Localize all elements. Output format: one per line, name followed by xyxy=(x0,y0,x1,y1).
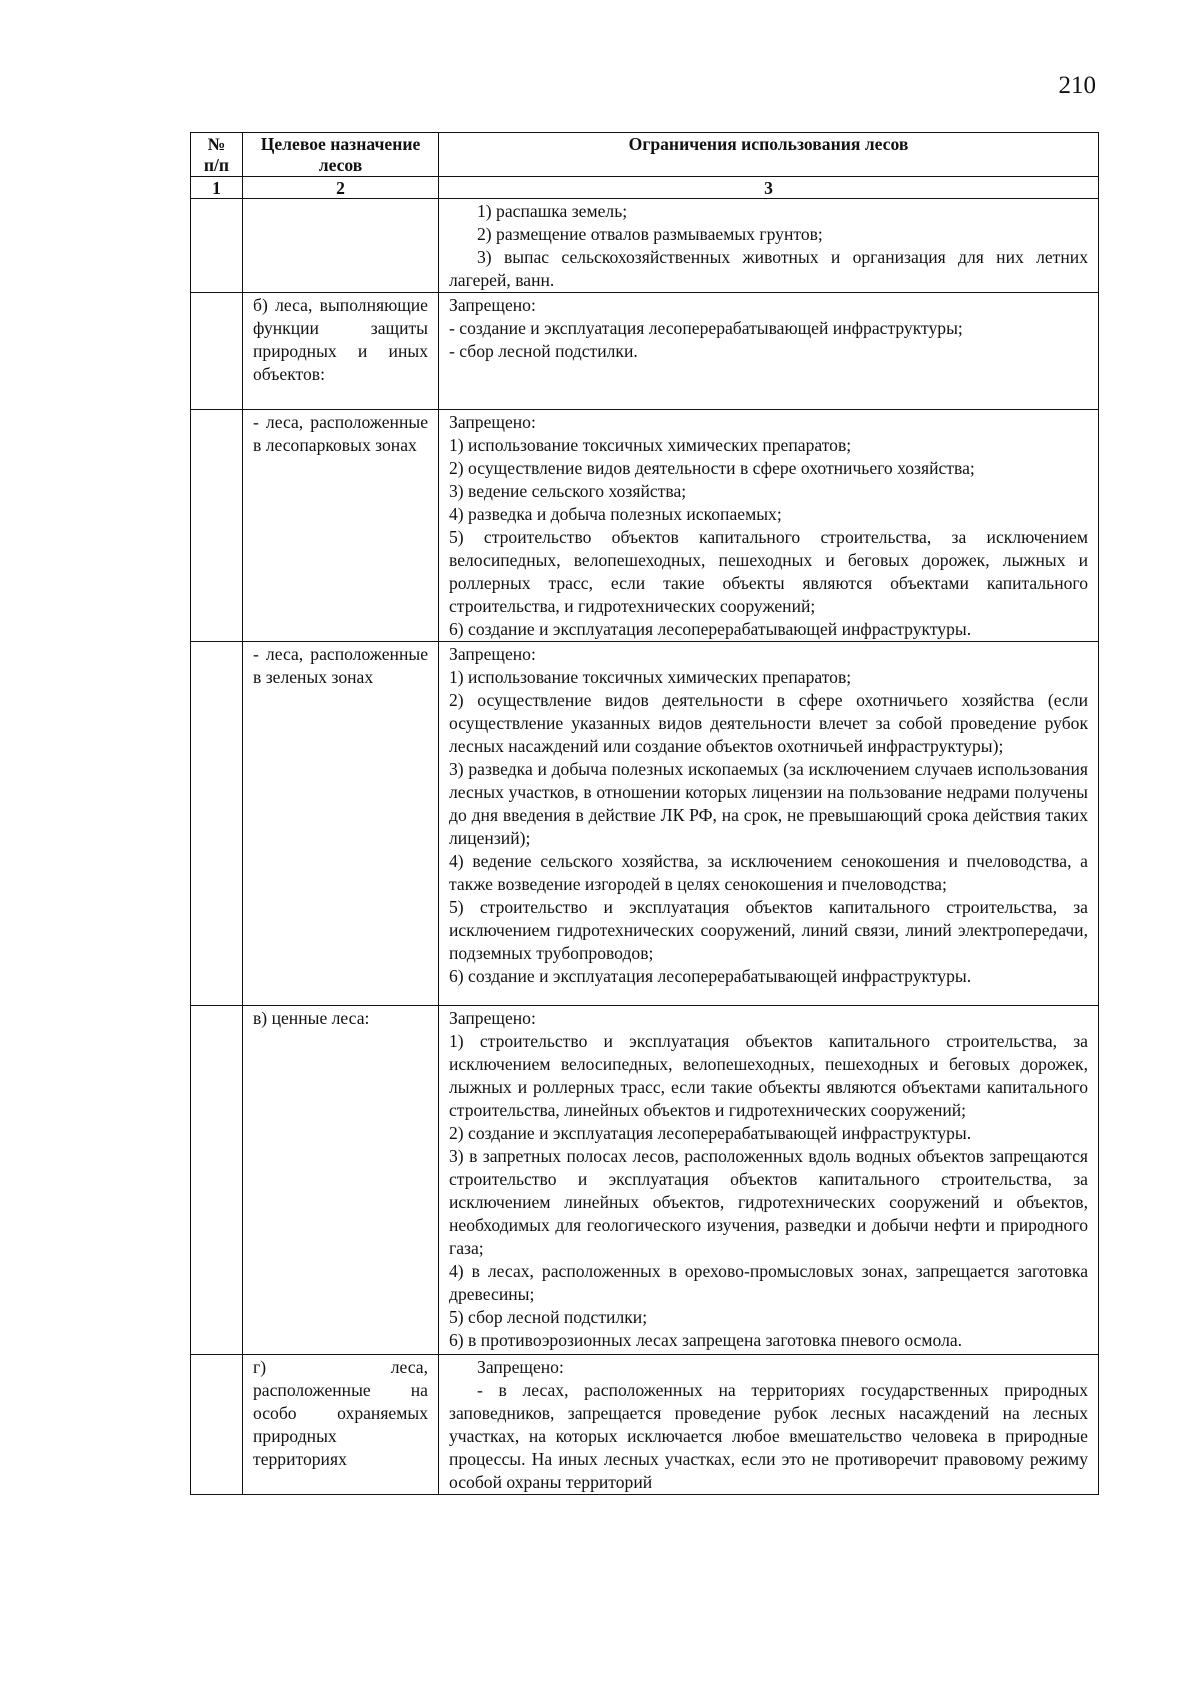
restriction-line: Запрещено: xyxy=(449,412,536,432)
header-purpose: Целевое назначение лесов xyxy=(243,133,439,177)
restriction-line: 6) создание и эксплуатация лесоперерабатывающей инфраструктуры. xyxy=(449,619,972,639)
table-header-row xyxy=(191,133,1099,177)
row-number-cell xyxy=(191,1006,243,1355)
restriction-line: Запрещено: xyxy=(449,1008,536,1028)
restrictions-cell xyxy=(439,199,1099,293)
restrictions-cell xyxy=(439,642,1099,1006)
restrictions-cell xyxy=(439,1355,1099,1495)
restriction-line: 3) ведение сельского хозяйства; xyxy=(449,481,687,501)
restriction-line: Запрещено: xyxy=(449,295,536,315)
column-number-2: 2 xyxy=(243,177,439,199)
purpose-cell: б) леса, выполняющие функции защиты природных и иных объектов: xyxy=(243,293,439,410)
restriction-line: 4) разведка и добыча полезных ископаемых; xyxy=(449,504,782,524)
purpose-cell: - леса, расположенные в зеленых зонах xyxy=(243,642,439,1006)
row-number-cell xyxy=(191,410,243,642)
restriction-line: - создание и эксплуатация лесоперерабатывающей инфраструктуры; xyxy=(449,318,963,338)
page-number: 210 xyxy=(1058,72,1096,99)
row-number-cell xyxy=(191,199,243,293)
column-number-row xyxy=(191,177,1099,199)
restriction-line: 3) разведка и добыча полезных ископаемых (за исключением случаев использования лесных участков, в отношении которых лицензии на пользование недрами получены до дня введения в действие ЛК РФ, на срок, не превышающий срока действия таких лицензий); xyxy=(449,759,1088,848)
restriction-line: 2) осуществление видов деятельности в сфере охотничьего хозяйства; xyxy=(449,458,975,478)
row-number-cell xyxy=(191,642,243,1006)
table-row xyxy=(191,199,1099,293)
table-row xyxy=(191,410,1099,642)
header-restrictions: Ограничения использования лесов xyxy=(439,133,1099,177)
restriction-line: 1) строительство и эксплуатация объектов капитального строительства, за исключением велосипедных, велопешеходных, пешеходных и беговых дорожек, лыжных и роллерных трасс, если такие объекты являются объектами капитального строительства, линейных объектов и гидротехнических сооружений; xyxy=(449,1031,1088,1120)
restriction-line: 4) ведение сельского хозяйства, за исключением сенокошения и пчеловодства, а также возведение изгородей в целях сенокошения и пчеловодства; xyxy=(449,851,1088,894)
restriction-line: - в лесах, расположенных на территориях государственных природных заповедников, запрещается проведение рубок лесных насаждений на лесных участках, на которых исключается любое вмешательство человека в природные процессы. На иных лесных участках, если это не противоречит правовому режиму особой охраны территорий xyxy=(449,1380,1088,1492)
restriction-line: 4) в лесах, расположенных в орехово-промысловых зонах, запрещается заготовка древесины; xyxy=(449,1261,1088,1304)
restrictions-cell xyxy=(439,410,1099,642)
restriction-line: 1) распашка земель; xyxy=(477,201,628,221)
restriction-line: 6) создание и эксплуатация лесоперерабатывающей инфраструктуры. xyxy=(449,966,972,986)
restriction-line: 3) выпас сельскохозяйственных животных и организация для них летних лагерей, ванн. xyxy=(449,247,1088,290)
restriction-line: 2) создание и эксплуатация лесоперерабатывающей инфраструктуры. xyxy=(449,1123,972,1143)
restriction-line: 5) строительство и эксплуатация объектов капитального строительства, за исключением гидротехнических сооружений, линий связи, линий электропередачи, подземных трубопроводов; xyxy=(449,897,1088,963)
purpose-cell xyxy=(243,199,439,293)
restriction-line: 1) использование токсичных химических препаратов; xyxy=(449,667,852,687)
header-number: № п/п xyxy=(191,133,243,177)
restriction-line: Запрещено: xyxy=(449,644,536,664)
restriction-line: 3) в запретных полосах лесов, расположенных вдоль водных объектов запрещаются строительство и эксплуатация объектов капитального строительства, за исключением линейных объектов, гидротехнических сооружений и объектов, необходимых для геологического изучения, разведки и добычи нефти и природного газа; xyxy=(449,1146,1088,1258)
restriction-line: 6) в противоэрозионных лесах запрещена заготовка пневого осмола. xyxy=(449,1330,963,1350)
table-row xyxy=(191,642,1099,1006)
column-number-3: 3 xyxy=(439,177,1099,199)
restrictions-cell xyxy=(439,1006,1099,1355)
column-number-1: 1 xyxy=(191,177,243,199)
table-row xyxy=(191,1006,1099,1355)
row-number-cell xyxy=(191,293,243,410)
restriction-line: 5) строительство объектов капитального строительства, за исключением велосипедных, велопешеходных, пешеходных и беговых дорожек, лыжных и роллерных трасс, если такие объекты являются объектами капитального строительства, и гидротехнических сооружений; xyxy=(449,527,1088,616)
row-number-cell xyxy=(191,1355,243,1495)
table-row xyxy=(191,1355,1099,1495)
restriction-line: 2) размещение отвалов размываемых грунтов; xyxy=(477,224,823,244)
restriction-line: - сбор лесной подстилки. xyxy=(449,341,638,361)
restriction-line: Запрещено: xyxy=(477,1357,564,1377)
restriction-line: 5) сбор лесной подстилки; xyxy=(449,1307,648,1327)
restriction-line: 2) осуществление видов деятельности в сфере охотничьего хозяйства (если осуществление указанных видов деятельности влечет за собой проведение рубок лесных насаждений или создание объектов охотничьей инфраструктуры); xyxy=(449,690,1088,756)
restrictions-table xyxy=(190,132,1099,1495)
purpose-cell: - леса, расположенные в лесопарковых зонах xyxy=(243,410,439,642)
table-row xyxy=(191,293,1099,410)
purpose-cell: в) ценные леса: xyxy=(243,1006,439,1355)
restrictions-cell xyxy=(439,293,1099,410)
restriction-line: 1) использование токсичных химических препаратов; xyxy=(449,435,852,455)
purpose-cell: г) леса, расположенные на особо охраняемых природных территориях xyxy=(243,1355,439,1495)
